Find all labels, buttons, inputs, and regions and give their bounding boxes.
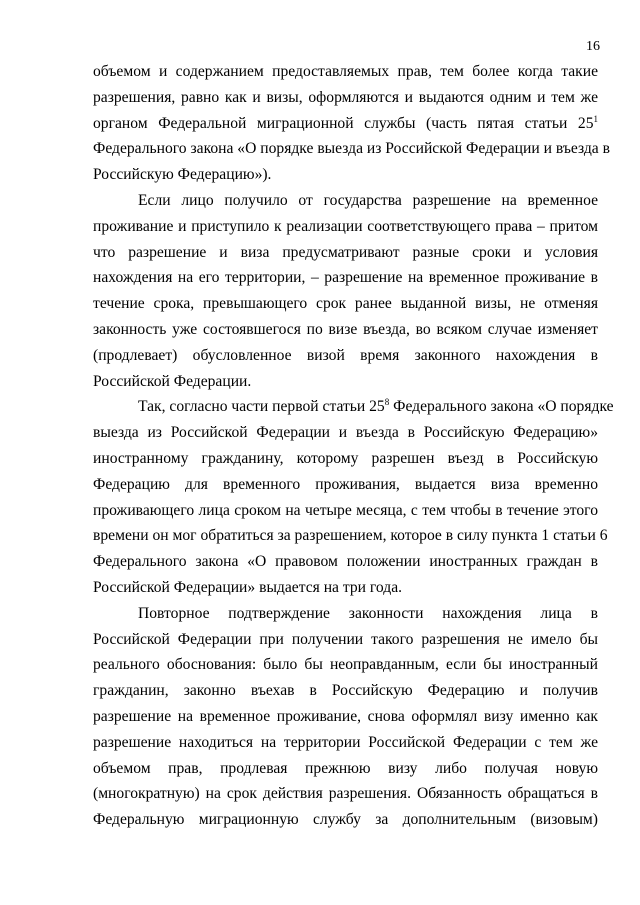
text-segment: Федерального закона «О порядке: [389, 398, 614, 416]
superscript: 1: [593, 113, 598, 124]
body-text: [93, 59, 614, 833]
text-line: [93, 678, 598, 704]
text-segment: гражданин, законно въехав в Российскую Федерацию и получив: [93, 682, 598, 700]
superscript: 8: [384, 397, 390, 408]
text-line: [93, 730, 598, 756]
text-line: [93, 111, 598, 137]
paragraph: [93, 188, 598, 394]
text-line: [93, 807, 598, 833]
text-segment: Российской Федерации» выдается на три года.: [93, 578, 403, 596]
text-line: [93, 549, 598, 575]
text-line: [93, 420, 598, 446]
text-segment: объемом прав, продлевая прежнюю визу либо получая новую: [93, 759, 598, 777]
text-line: [93, 498, 598, 524]
text-segment: проживание и приступило к реализации соответствующего права – притом: [93, 217, 598, 235]
text-segment: нахождения на его территории, – разрешение на временное проживание в: [93, 269, 598, 287]
paragraph: [93, 59, 610, 188]
text-line: [93, 781, 598, 807]
text-segment: (продлевает) обусловленное визой время законного нахождения в: [93, 346, 598, 364]
text-line: [93, 214, 598, 240]
text-segment: выезда из Российской Федерации и въезда в Российскую Федерацию»: [93, 424, 598, 442]
text-line: [93, 756, 598, 782]
text-line: [93, 162, 598, 188]
text-line: [93, 575, 598, 601]
text-segment: Если лицо получило от государства разрешение на временное: [138, 191, 598, 209]
text-line: [93, 446, 598, 472]
text-line: [93, 627, 598, 653]
text-segment: разрешения, равно как и визы, оформляются и выдаются одним и тем же: [93, 88, 598, 106]
text-line: [93, 188, 598, 214]
text-segment: Федерацию для временного проживания, выдается виза временно: [93, 475, 598, 493]
text-segment: Федерального закона «О правовом положении иностранных граждан в: [93, 553, 598, 571]
text-segment: объемом и содержанием предоставляемых прав, тем более когда такие: [93, 63, 598, 80]
text-segment: Российской Федерации.: [93, 372, 252, 390]
text-line: [93, 472, 598, 498]
text-segment: Повторное подтверждение законности нахождения лица в: [138, 604, 598, 622]
text-line: [93, 240, 598, 266]
text-line: [93, 704, 598, 730]
paragraph: [93, 394, 614, 600]
text-line: [93, 317, 598, 343]
text-segment: законность уже состоявшегося по визе въезда, во всяком случае изменяет: [93, 320, 598, 338]
text-line: [93, 523, 608, 549]
text-segment: органом Федеральной миграционной службы (часть пятая статьи 25: [93, 114, 594, 132]
text-line: [93, 85, 598, 111]
text-segment: проживающего лица сроком на четыре месяца, с тем чтобы в течение этого: [93, 501, 598, 519]
text-line: [93, 601, 598, 627]
text-line: [93, 652, 598, 678]
page-number: 16: [586, 39, 600, 54]
text-segment: Федеральную миграционную службу за дополнительным (визовым): [93, 811, 598, 829]
text-line: [93, 136, 610, 162]
text-line: [93, 343, 598, 369]
text-line: [93, 59, 598, 85]
text-segment: Российской Федерации при получении такого разрешения не имело бы: [93, 630, 598, 648]
text-line: [93, 265, 598, 291]
text-segment: реального обоснования: было бы неоправданным, если бы иностранный: [93, 656, 598, 674]
text-segment: (многократную) на срок действия разрешения. Обязанность обращаться в: [93, 785, 598, 803]
text-line: [93, 291, 598, 317]
text-segment: течение срока, превышающего срок ранее выданной визы, не отменяя: [93, 295, 598, 313]
paragraph: [93, 601, 598, 833]
text-segment: разрешение на временное проживание, снова оформлял визу именно как: [93, 707, 598, 725]
text-segment: Так, согласно части первой статьи 25: [138, 398, 385, 416]
text-segment: разрешение находиться на территории Российской Федерации с тем же: [93, 733, 598, 751]
text-segment: времени он мог обратиться за разрешением, которое в силу пункта 1 статьи 6: [93, 527, 608, 545]
text-segment: что разрешение и виза предусматривают разные сроки и условия: [93, 243, 598, 261]
text-line: [93, 394, 614, 420]
text-segment: Федерального закона «О порядке выезда из Российской Федерации и въезда в: [93, 140, 610, 158]
text-line: [93, 369, 598, 395]
text-segment: Российскую Федерацию»).: [93, 166, 272, 184]
text-segment: иностранному гражданину, которому разрешен въезд в Российскую: [93, 449, 598, 467]
